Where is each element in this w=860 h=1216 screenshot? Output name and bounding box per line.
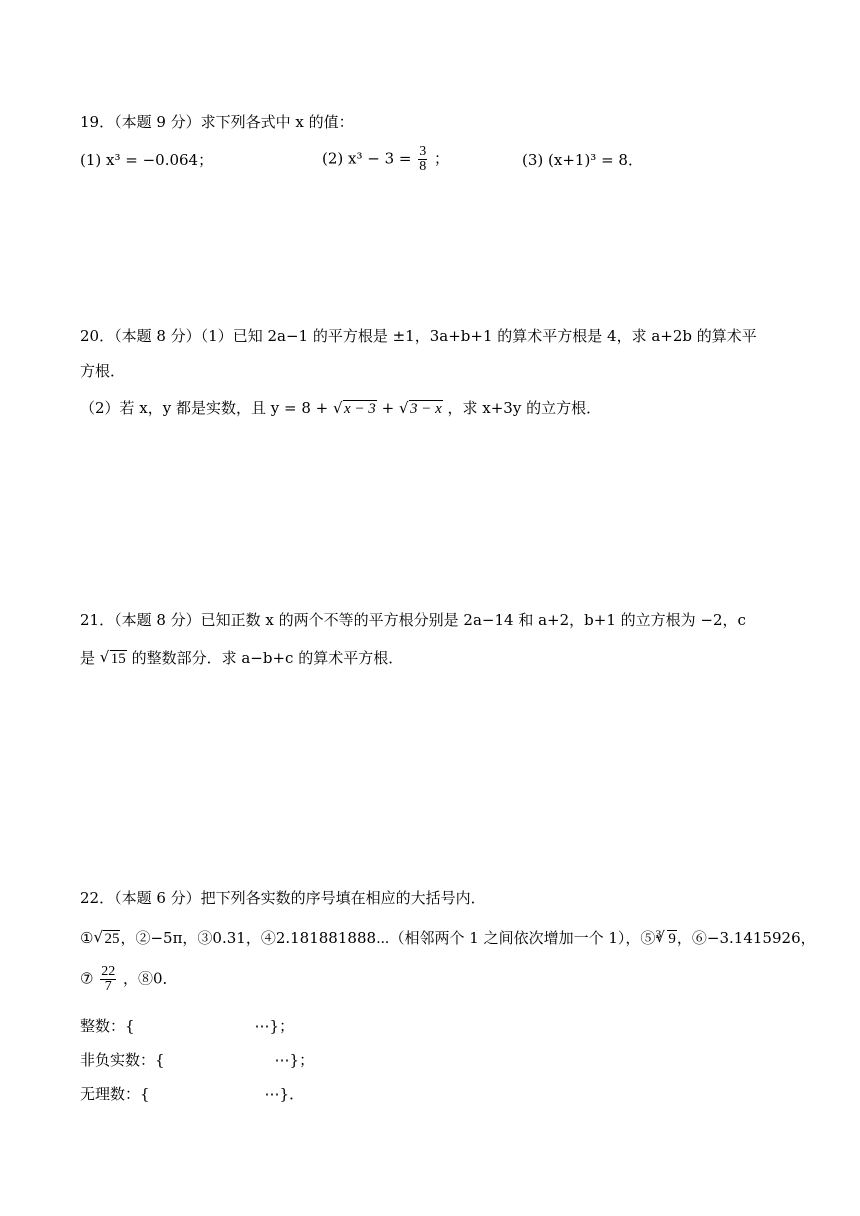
category-nonnegative-end: ⋯}； [274,1051,315,1069]
q19-part2-prefix: (2) x³ − 3 = [322,149,412,168]
item8: ，⑧0． [123,969,178,988]
fraction-denominator: 7 [104,979,112,994]
category-integers [80,1016,294,1036]
sqrt-25 [93,928,120,949]
category-integers-label: 整数：{ [80,1017,135,1035]
category-irrational [80,1084,304,1104]
q21-line1: 21．（本题 8 分）已知正数 x 的两个不等的平方根分别是 2a−14 和 a+2，b+1 的立方根为 −2，c [80,611,746,629]
q20-line2: 方根． [80,362,126,380]
root-index: √ 3 [655,927,662,941]
sqrt-15 [100,648,127,669]
q19-part2 [322,145,449,174]
fraction-denominator: 8 [419,159,427,174]
q22-items-line1 [80,928,816,949]
q20-line3-suffix: ，求 x+3y 的立方根． [447,399,602,417]
q20-line3 [80,398,601,419]
plus-sign: + [381,399,395,417]
category-nonnegative-label: 非负实数：{ [80,1051,165,1069]
sqrt-expression-1 [333,399,377,419]
fraction-numerator: 22 [101,964,116,979]
q22-items-line2 [80,965,178,994]
item6: ，⑥−3.1415926， [676,929,816,947]
category-nonnegative [80,1050,314,1070]
q19-header: 19．（本题 9 分）求下列各式中 x 的值： [80,113,354,131]
category-irrational-label: 无理数：{ [80,1085,150,1103]
q19-part1: (1) x³ = −0.064； [80,151,214,169]
q20-line3-prefix: （2）若 x，y 都是实数，且 y = 8 + [80,399,329,417]
q19-part3: (3) (x+1)³ = 8． [522,151,643,169]
q19-part2-fraction [418,145,427,174]
q22-header: 22．（本题 6 分）把下列各实数的序号填在相应的大括号内． [80,889,486,907]
radicand-1: x − 3 [344,401,376,417]
q20-line1: 20．（本题 8 分）（1）已知 2a−1 的平方根是 ±1，3a+b+1 的算术平方根是 4，求 a+2b 的算术平 [80,327,757,345]
cube-root-9 [655,928,677,949]
q21-line2-suffix: 的整数部分．求 a−b+c 的算术平方根． [131,649,404,667]
q21-line2 [80,648,403,669]
item1-marker: ① [80,929,94,947]
radicand-9: 9 [668,931,676,947]
fraction-numerator: 3 [419,144,427,159]
sqrt-expression-2 [399,399,443,419]
radicand-15: 15 [110,651,126,667]
item7-marker: ⑦ [80,969,94,988]
category-integers-end: ⋯}； [254,1017,295,1035]
items-2-to-5: ，②−5π，③0.31，④2.181881888⋯（相邻两个 1 之间依次增加一个 1），⑤ [120,929,656,947]
radicand-25: 25 [104,931,120,947]
q21-line2-prefix: 是 [80,649,96,667]
radicand-2: 3 − x [409,401,442,417]
fraction-22-7 [100,965,116,994]
category-irrational-end: ⋯}． [264,1085,305,1103]
q19-part2-suffix: ； [434,149,450,168]
